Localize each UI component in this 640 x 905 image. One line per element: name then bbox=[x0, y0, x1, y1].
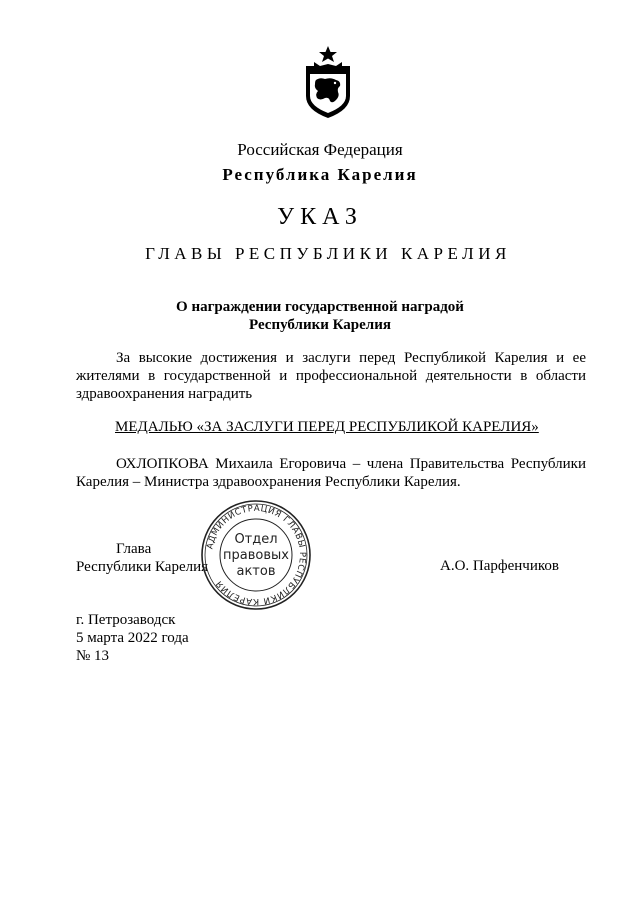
signatory-name: А.О. Парфенчиков bbox=[440, 558, 559, 574]
subject-line-2: Республики Карелия bbox=[249, 317, 391, 333]
document-type: УКАЗ bbox=[277, 204, 363, 230]
official-stamp bbox=[200, 499, 312, 611]
issue-date: 5 марта 2022 года bbox=[76, 630, 189, 646]
stamp-ring-text: АДМИНИСТРАЦИЯ ГЛАВЫ РЕСПУБЛИКИ КАРЕЛИЯ bbox=[205, 503, 308, 607]
decree-number: № 13 bbox=[76, 648, 110, 664]
stamp-line-3: актов bbox=[236, 564, 276, 579]
signatory-title-line-1: Глава bbox=[116, 541, 152, 557]
paragraph-line: жителями в государственной и профессиональной деятельности в области bbox=[76, 368, 586, 384]
paragraph-line: ОХЛОПКОВА Михаила Егоровича – члена Правительства Республики bbox=[116, 456, 586, 472]
issue-city: г. Петрозаводск bbox=[76, 612, 176, 628]
paragraph-line: здравоохранения наградить bbox=[76, 386, 253, 402]
decree-subject bbox=[0, 298, 640, 334]
paragraph-line: Карелия – Министра здравоохранения Республики Карелия. bbox=[76, 474, 461, 490]
paragraph-line: За высокие достижения и заслуги перед Республикой Карелия и ее bbox=[116, 350, 586, 366]
medal-name: МЕДАЛЬЮ «ЗА ЗАСЛУГИ ПЕРЕД РЕСПУБЛИКОЙ КАРЕЛИЯ» bbox=[115, 419, 539, 435]
country-name: Российская Федерация bbox=[237, 140, 403, 159]
recipient-paragraph bbox=[76, 455, 586, 491]
signatory-title bbox=[76, 540, 208, 576]
stamp-line-1: Отдел bbox=[234, 532, 278, 547]
stamp-line-2: правовых bbox=[223, 548, 289, 563]
signatory-title-line-2: Республики Карелия bbox=[76, 559, 209, 575]
decree-footer bbox=[76, 611, 189, 665]
karelia-coat-of-arms-icon bbox=[300, 44, 356, 120]
issuer-title: ГЛАВЫ РЕСПУБЛИКИ КАРЕЛИЯ bbox=[145, 244, 511, 263]
award-reason-paragraph bbox=[76, 349, 586, 403]
republic-name: Республика Карелия bbox=[222, 165, 418, 184]
subject-line-1: О награждении государственной наградой bbox=[176, 299, 464, 315]
